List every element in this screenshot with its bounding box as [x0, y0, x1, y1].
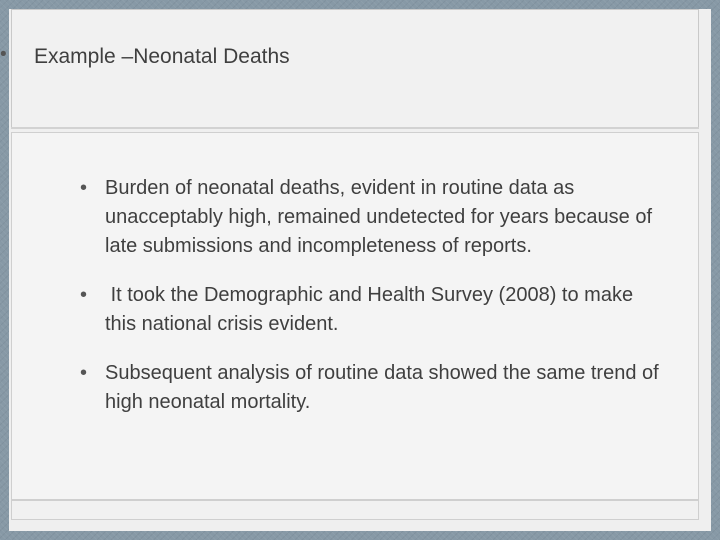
- bullet-icon: •: [80, 362, 88, 384]
- bullet-list: [80, 174, 660, 437]
- bullet-text: Subsequent analysis of routine data showed the same trend of high neonatal mortality.: [105, 362, 659, 413]
- title-bullet: •: [0, 44, 7, 65]
- bullet-item: [80, 359, 660, 417]
- slide-title: Example –Neonatal Deaths: [34, 45, 290, 68]
- bullet-text: Burden of neonatal deaths, evident in routine data as unacceptably high, remained undetected for years because of late submissions and incompleteness of reports.: [105, 177, 653, 257]
- bullet-icon: •: [80, 284, 88, 306]
- bullet-item: [80, 281, 660, 339]
- bullet-icon: •: [80, 177, 88, 199]
- title-divider: [11, 127, 699, 129]
- bullet-item: [80, 174, 660, 261]
- bullet-text: It took the Demographic and Health Survey (2008) to make this national crisis evident.: [105, 284, 639, 335]
- footer-bar: [11, 500, 699, 520]
